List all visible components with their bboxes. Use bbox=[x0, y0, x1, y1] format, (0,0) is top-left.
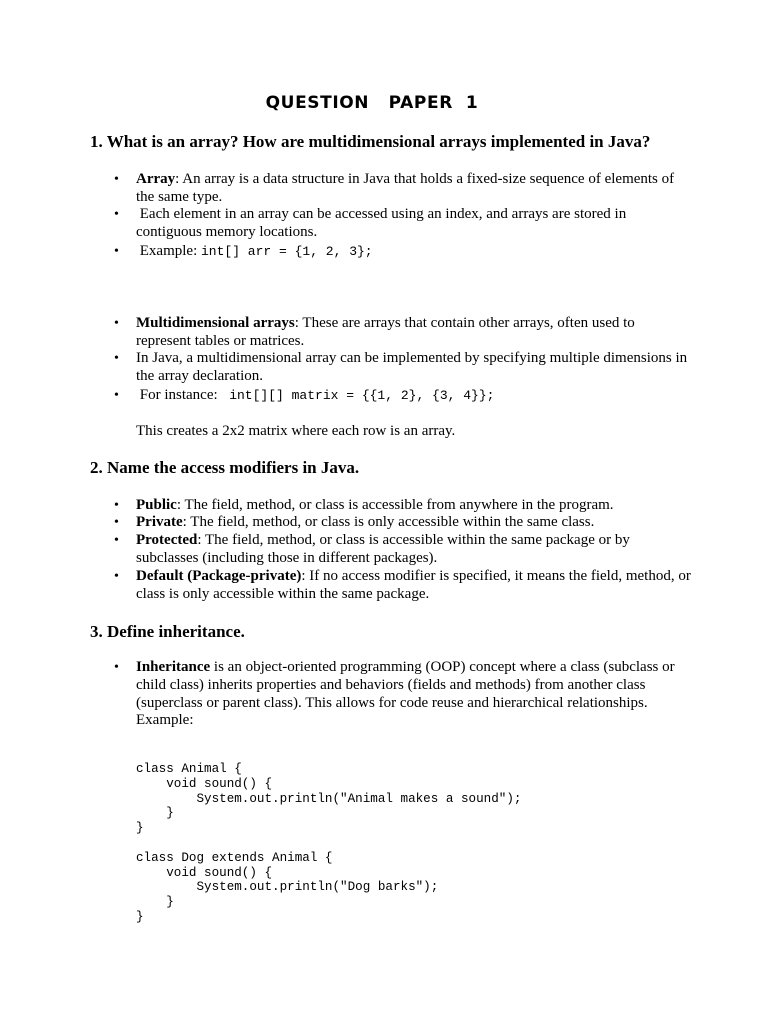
list-item bbox=[114, 243, 692, 261]
question-1-heading: 1. What is an array? How are multidimensional arrays implemented in Java? bbox=[90, 132, 651, 151]
item-text: : The field, method, or class is only accessible within the same class. bbox=[182, 514, 595, 530]
item-text: For instance: bbox=[136, 387, 222, 403]
list-item bbox=[114, 532, 692, 568]
item-text: : The field, method, or class is accessible from anywhere in the program. bbox=[176, 497, 614, 513]
question-3-heading: 3. Define inheritance. bbox=[90, 622, 245, 641]
code-snippet: int[][] matrix = {{1, 2}, {3, 4}}; bbox=[221, 388, 495, 403]
term: Protected bbox=[136, 532, 198, 548]
bullet-icon: • bbox=[114, 207, 119, 222]
bullet-icon: • bbox=[114, 515, 119, 530]
bullet-icon: • bbox=[114, 660, 119, 675]
list-item bbox=[114, 350, 692, 386]
bullet-icon: • bbox=[114, 533, 119, 548]
bullet-icon: • bbox=[114, 172, 119, 187]
code-snippet: int[] arr = {1, 2, 3}; bbox=[200, 244, 373, 259]
item-text: is an object-oriented programming (OOP) concept where a class (subclass or child class) inherits properties and behaviors (fields and methods) from another class (superclass or parent class). This allows for code reuse and hierarchical relationships. Example: bbox=[136, 659, 675, 729]
list-item bbox=[114, 206, 692, 242]
list-item bbox=[114, 171, 692, 207]
term: Private bbox=[136, 514, 183, 530]
list-item bbox=[114, 514, 692, 532]
item-text: : An array is a data structure in Java that holds a fixed-size sequence of elements of the same type. bbox=[136, 171, 675, 205]
item-text: : The field, method, or class is accessible within the same package or by subclasses (including those in different packages). bbox=[136, 532, 630, 566]
item-text: : These are arrays that contain other arrays, often used to represent tables or matrices. bbox=[136, 315, 635, 349]
term: Public bbox=[136, 497, 177, 513]
code-block: class Animal { void sound() { System.out.println("Animal makes a sound"); } } class Dog extends Animal { void sound() { System.out.println("Dog barks"); } } bbox=[136, 762, 522, 924]
item-text: In Java, a multidimensional array can be implemented by specifying multiple dimensions in the array declaration. bbox=[136, 350, 688, 384]
list-item bbox=[114, 315, 692, 351]
term: Array bbox=[136, 171, 176, 187]
list-item bbox=[114, 659, 692, 730]
list-item bbox=[114, 497, 692, 515]
bullet-icon: • bbox=[114, 351, 119, 366]
term: Multidimensional arrays bbox=[136, 315, 295, 331]
list-item bbox=[114, 387, 692, 405]
item-text: Example: bbox=[136, 243, 201, 259]
bullet-icon: • bbox=[114, 388, 119, 403]
bullet-icon: • bbox=[114, 498, 119, 513]
item-text: Each element in an array can be accessed using an index, and arrays are stored in contiguous memory locations. bbox=[136, 206, 630, 240]
question-2-heading: 2. Name the access modifiers in Java. bbox=[90, 458, 360, 477]
term: Inheritance bbox=[136, 659, 211, 675]
list-item bbox=[114, 568, 692, 604]
term: Default (Package-private) bbox=[136, 568, 302, 584]
page-title: QUESTION PAPER 1 bbox=[265, 93, 479, 113]
bullet-icon: • bbox=[114, 316, 119, 331]
item-text: : If no access modifier is specified, it means the field, method, or class is only accessible within the same package. bbox=[136, 568, 691, 602]
note-text: This creates a 2x2 matrix where each row is an array. bbox=[136, 423, 456, 439]
bullet-icon: • bbox=[114, 569, 119, 584]
bullet-icon: • bbox=[114, 244, 119, 259]
